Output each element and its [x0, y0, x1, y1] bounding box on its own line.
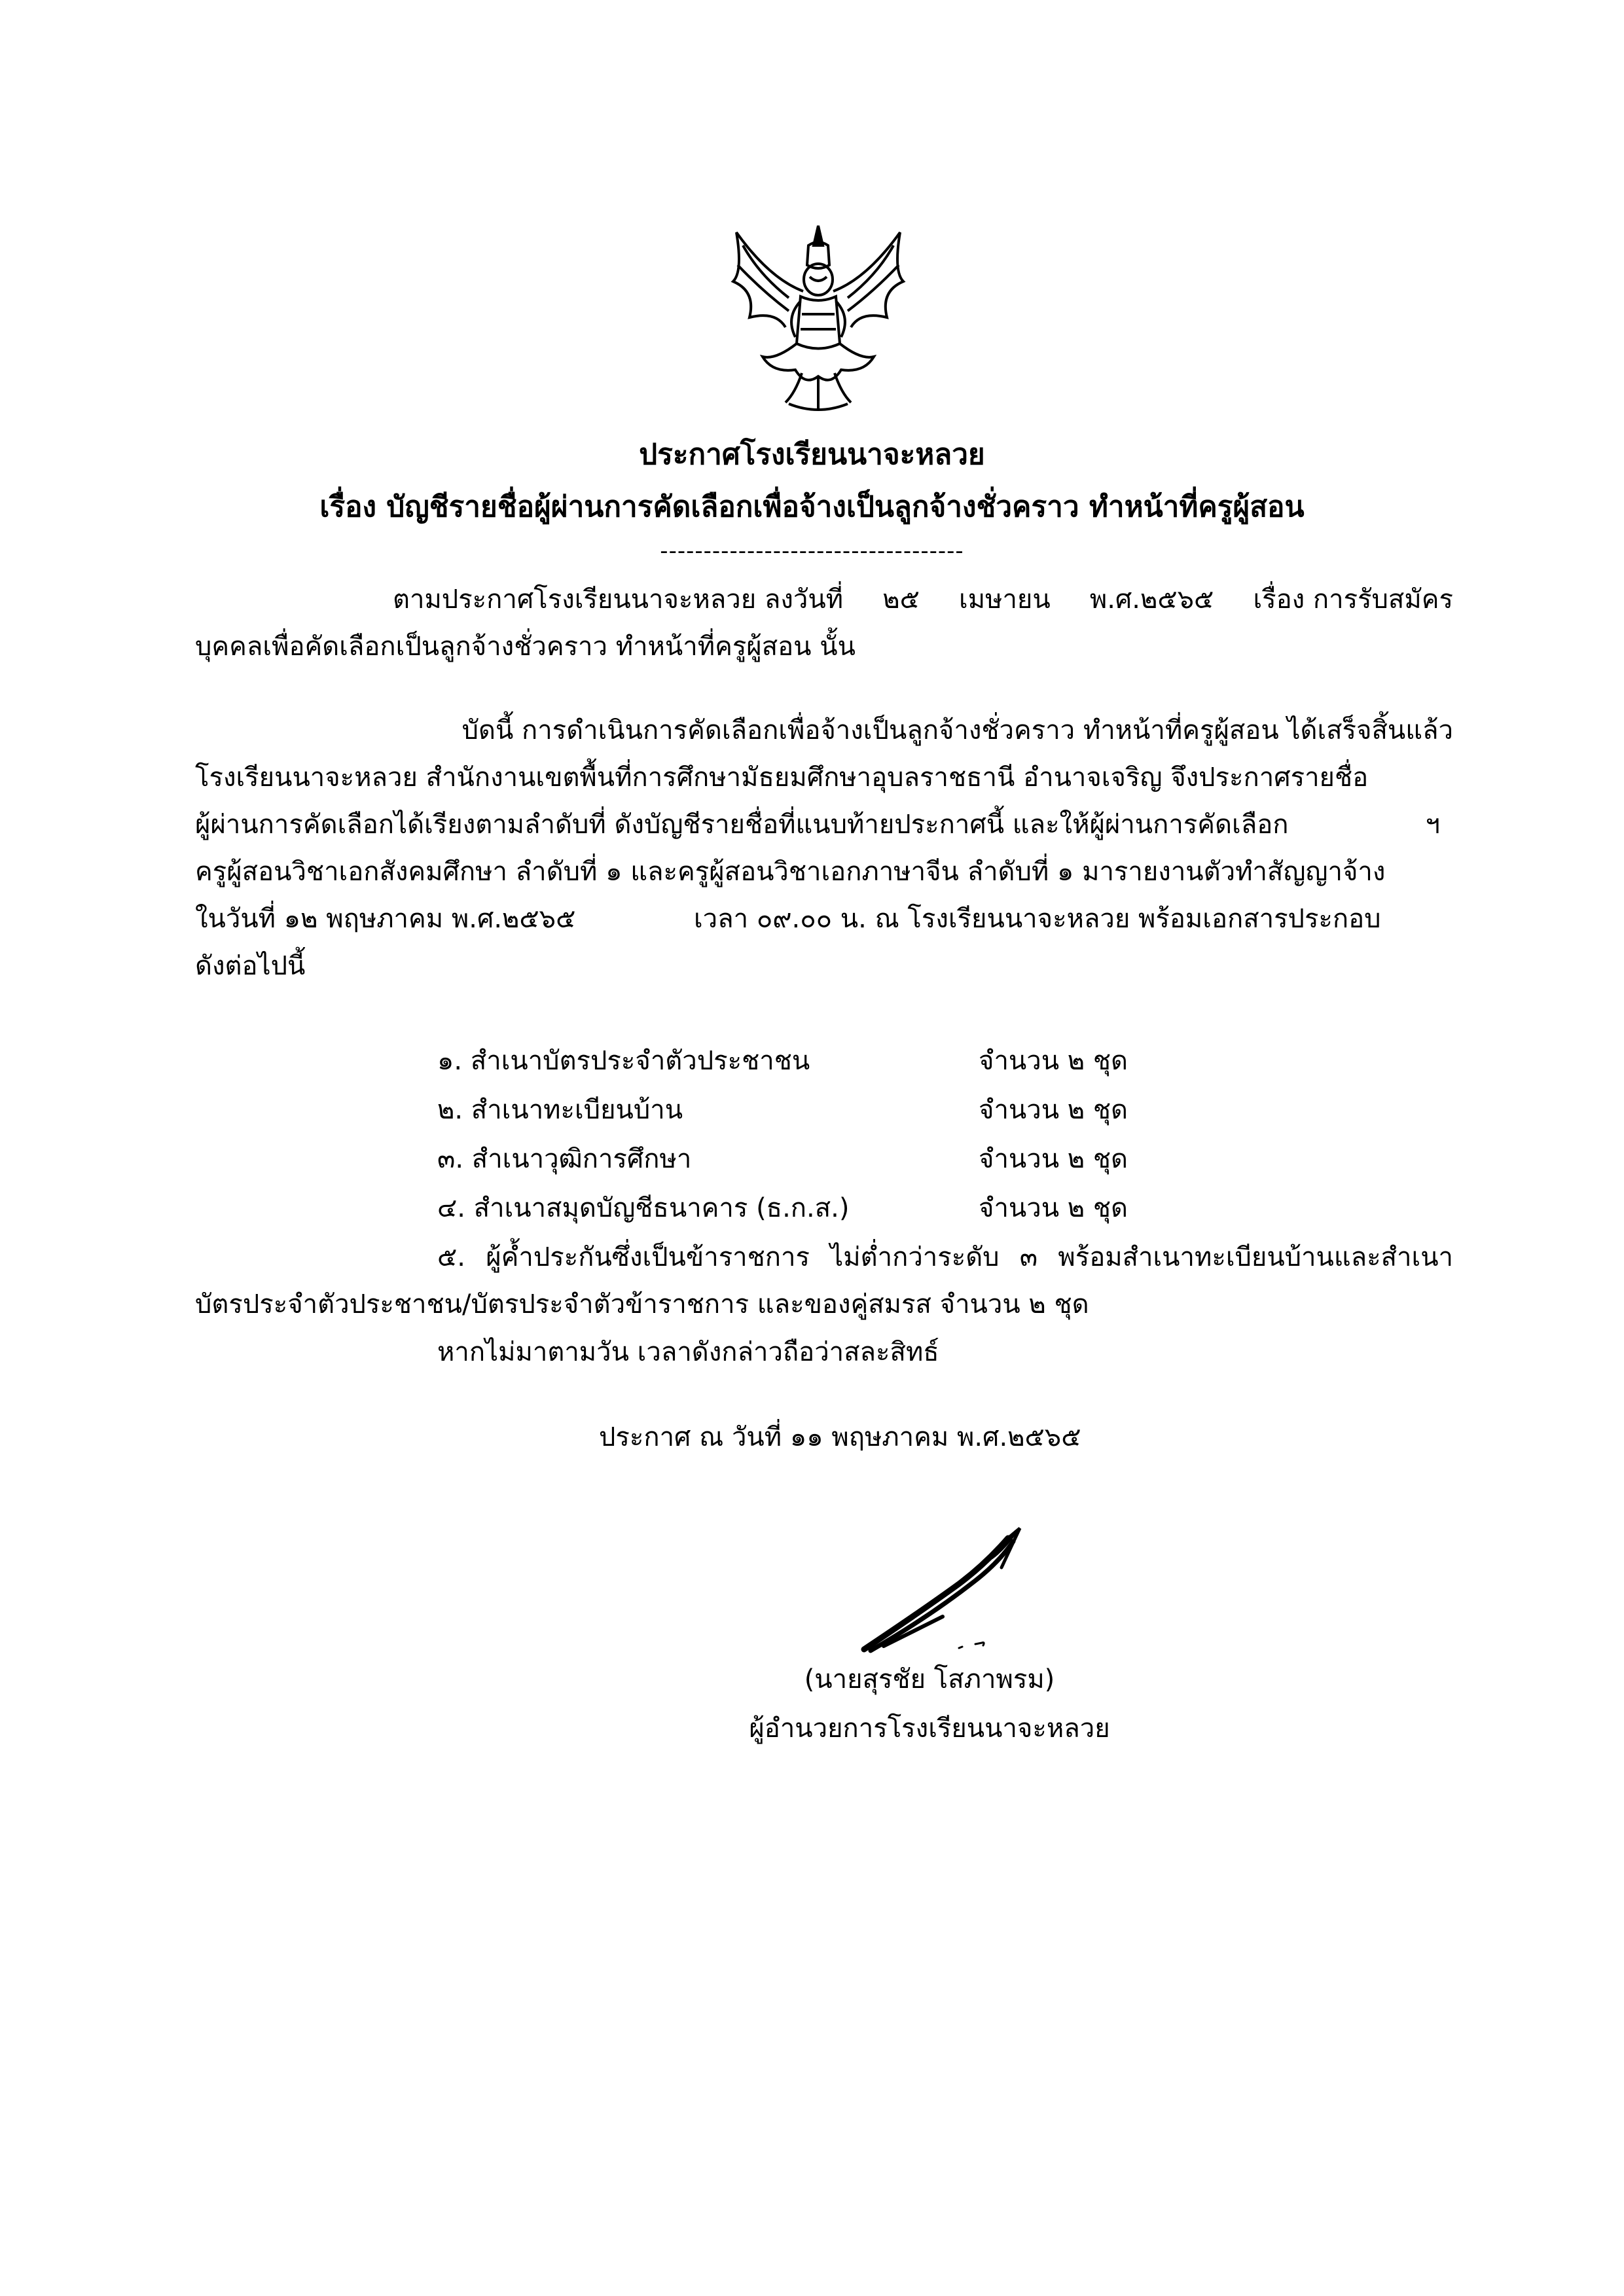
document-item: ๓. สำเนาวุฒิการศึกษา [437, 1144, 692, 1174]
announce-date: ประกาศ ณ วันที่ ๑๑ พฤษภาคม พ.ศ.๒๕๖๕ [599, 1422, 1081, 1452]
announcement-title: ประกาศโรงเรียนนาจะหลวย [639, 438, 985, 471]
document-qty: จำนวน ๒ ชุด [979, 1046, 1128, 1076]
document-item: ๔. สำเนาสมุดบัญชีธนาคาร (ธ.ก.ส.) [437, 1193, 850, 1223]
para2-line6: ดังต่อไปนี้ [195, 951, 306, 981]
para2-line2: โรงเรียนนาจะหลวย สำนักงานเขตพื้นที่การศึกษามัธยมศึกษาอุบลราชธานี อำนาจเจริญ จึงประกาศรายชื่อ [195, 762, 1369, 793]
divider-rule: ----------------------------------- [660, 538, 964, 564]
para2-line5-time: เวลา ๐๙.๐๐ น. ณ โรงเรียนนาจะหลวย พร้อมเอกสารประกอบ [694, 904, 1381, 934]
document-qty: จำนวน ๒ ชุด [979, 1144, 1128, 1174]
para2-line4: ครูผู้สอนวิชาเอกสังคมศึกษา ลำดับที่ ๑ และครูผู้สอนวิชาเอกภาษาจีน ลำดับที่ ๑ มารายงานตัวทำสัญญาจ้าง [195, 857, 1386, 887]
para1-year: พ.ศ.๒๕๖๕ [1089, 584, 1214, 615]
para1-text: ตามประกาศโรงเรียนนาจะหลวย ลงวันที่ [393, 584, 844, 615]
document-item: ๑. สำเนาบัตรประจำตัวประชาชน [437, 1046, 810, 1076]
forfeit-notice: หากไม่มาตามวัน เวลาดังกล่าวถือว่าสละสิทธ์ [437, 1337, 939, 1367]
para2-line5-date: ในวันที่ ๑๒ พฤษภาคม พ.ศ.๒๕๖๕ [195, 904, 576, 934]
signer-name: (นายสุรชัย โสภาพรม) [804, 1664, 1055, 1695]
document-item-5-line1: ๕. ผู้ค้ำประกันซึ่งเป็นข้าราชการ ไม่ต่ำกว่าระดับ ๓ พร้อมสำเนาทะเบียนบ้านและสำเนา [437, 1242, 1453, 1272]
para1-month: เมษายน [959, 584, 1051, 615]
para2-line3-text: ผู้ผ่านการคัดเลือกได้เรียงตามลำดับที่ ดังบัญชีรายชื่อที่แนบท้ายประกาศนี้ และให้ผู้ผ่านการคัดเลือก [195, 810, 1289, 840]
announcement-subject: เรื่อง บัญชีรายชื่อผู้ผ่านการคัดเลือกเพื่อจ้างเป็นลูกจ้างชั่วคราว ทำหน้าที่ครูผู้สอน [319, 490, 1305, 524]
document-qty: จำนวน ๒ ชุด [979, 1095, 1128, 1125]
document-item-5-line2: บัตรประจำตัวประชาชน/บัตรประจำตัวข้าราชการ และของคู่สมรส จำนวน ๒ ชุด [195, 1289, 1089, 1319]
para1-line1 [393, 576, 1453, 623]
document-qty: จำนวน ๒ ชุด [979, 1193, 1128, 1223]
garuda-emblem [723, 219, 913, 416]
para2-line3-mark: ฯ [1425, 810, 1440, 840]
signature [844, 1512, 1041, 1662]
signer-position: ผู้อำนวยการโรงเรียนนาจะหลวย [749, 1713, 1110, 1744]
para1-day: ๒๕ [882, 584, 920, 615]
para1-line2: บุคคลเพื่อคัดเลือกเป็นลูกจ้างชั่วคราว ทำหน้าที่ครูผู้สอน นั้น [195, 632, 856, 662]
para2-line1: บัดนี้ การดำเนินการคัดเลือกเพื่อจ้างเป็นลูกจ้างชั่วคราว ทำหน้าที่ครูผู้สอน ได้เสร็จสิ้นแล้ว [461, 715, 1453, 745]
para1-subject: เรื่อง การรับสมัคร [1253, 584, 1453, 615]
document-item: ๒. สำเนาทะเบียนบ้าน [437, 1095, 683, 1125]
para2-line3 [195, 801, 1440, 848]
